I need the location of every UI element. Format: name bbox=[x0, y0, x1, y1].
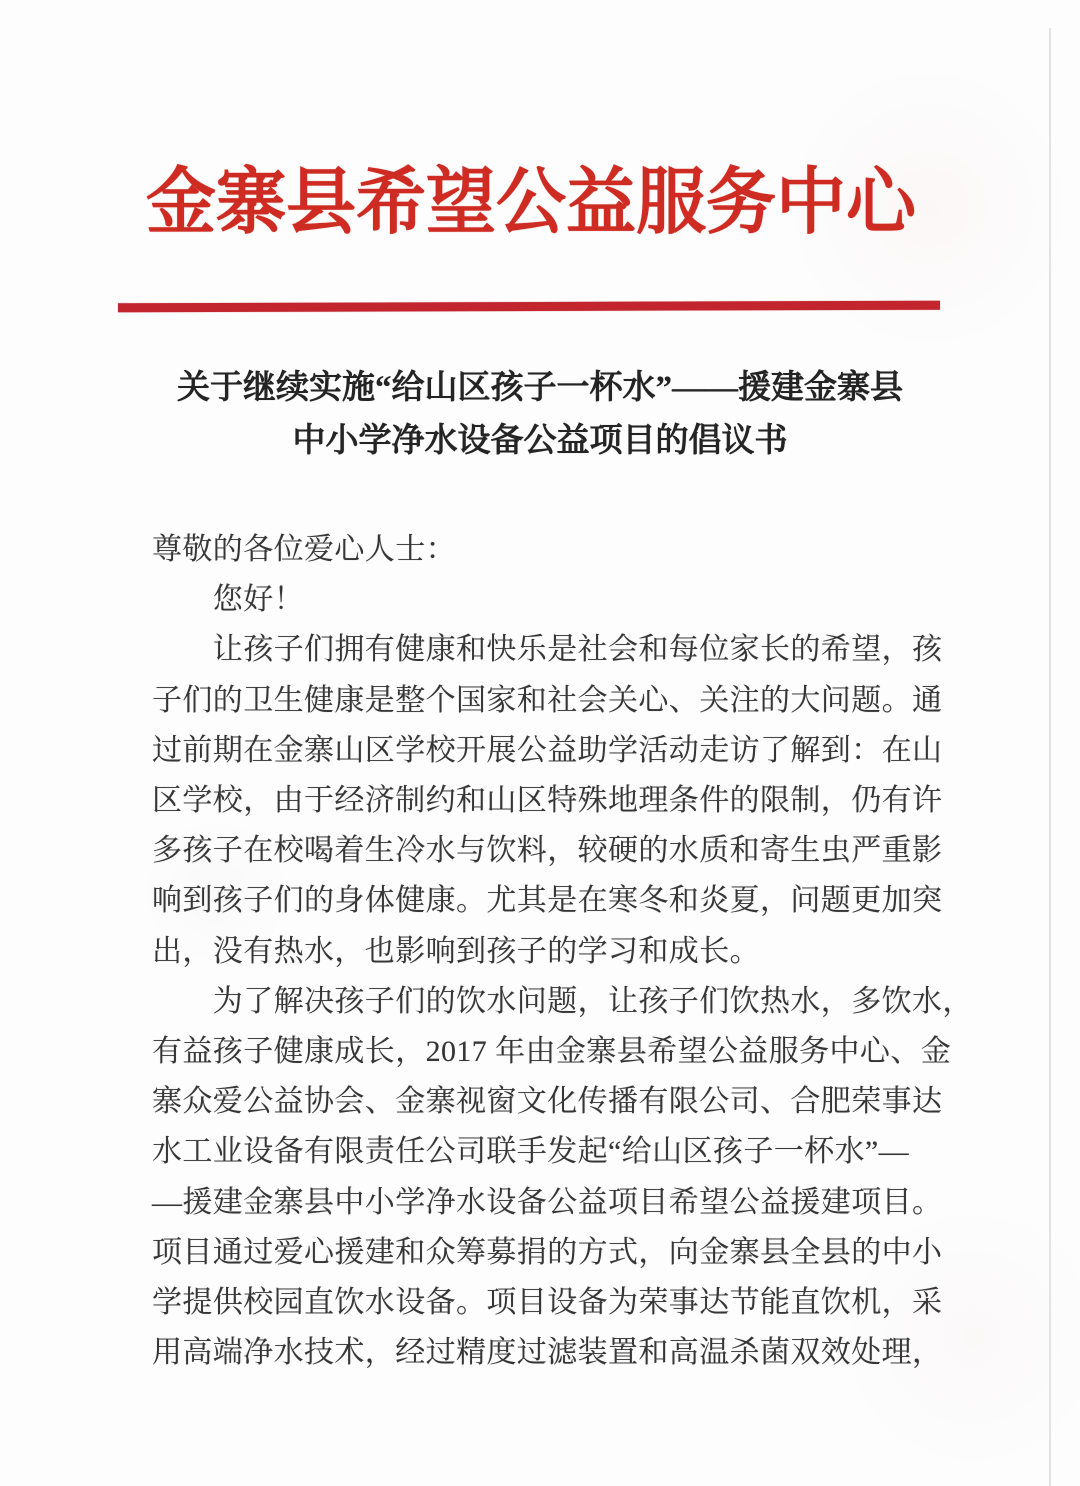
body-line: 出，没有热水，也影响到孩子的学习和成长。 bbox=[152, 934, 760, 968]
body-line: 寨众爱公益协会、金寨视窗文化传播有限公司、合肥荣事达 bbox=[152, 1085, 943, 1119]
document-title-line-1: 关于继续实施“给山区孩子一杯水”——援建金寨县 bbox=[177, 370, 903, 406]
body-line: 为了解决孩子们的饮水问题，让孩子们饮热水，多饮水， bbox=[152, 984, 973, 1018]
body-line: 水工业设备有限责任公司联手发起“给山区孩子一杯水”— bbox=[152, 1135, 910, 1169]
body-line: 多孩子在校喝着生冷水与饮料，较硬的水质和寄生虫严重影 bbox=[152, 834, 943, 868]
body-line: 响到孩子们的身体健康。尤其是在寒冬和炎夏，问题更加突 bbox=[152, 884, 943, 918]
document-title bbox=[0, 362, 1080, 468]
body-line: 过前期在金寨山区学校开展公益助学活动走访了解到：在山 bbox=[152, 733, 943, 767]
body-line: 学提供校园直饮水设备。项目设备为荣事达节能直饮机，采 bbox=[152, 1286, 943, 1320]
document-title-line-2: 中小学净水设备公益项目的倡议书 bbox=[292, 423, 788, 459]
body-line: 子们的卫生健康是整个国家和社会关心、关注的大问题。通 bbox=[152, 683, 943, 717]
body-line: 项目通过爱心援建和众筹募捐的方式，向金寨县全县的中小 bbox=[152, 1235, 943, 1269]
body-line: 用高端净水技术，经过精度过滤装置和高温杀菌双效处理， bbox=[152, 1336, 943, 1370]
body-line: 您好！ bbox=[152, 583, 304, 617]
body-line: 区学校，由于经济制约和山区特殊地理条件的限制，仍有许 bbox=[152, 784, 943, 818]
body-line: —援建金寨县中小学净水设备公益项目希望公益援建项目。 bbox=[152, 1185, 943, 1219]
letterhead-org-title: 金寨县希望公益服务中心 bbox=[146, 163, 916, 244]
salutation-line: 尊敬的各位爱心人士： bbox=[152, 533, 456, 566]
body-line: 有益孩子健康成长，2017 年由金寨县希望公益服务中心、金 bbox=[152, 1035, 952, 1069]
paper-edge-line bbox=[1049, 28, 1051, 1486]
letterhead-divider-rule bbox=[118, 301, 940, 313]
letter-body bbox=[152, 525, 973, 1378]
body-line: 让孩子们拥有健康和快乐是社会和每位家长的希望，孩 bbox=[152, 633, 943, 667]
